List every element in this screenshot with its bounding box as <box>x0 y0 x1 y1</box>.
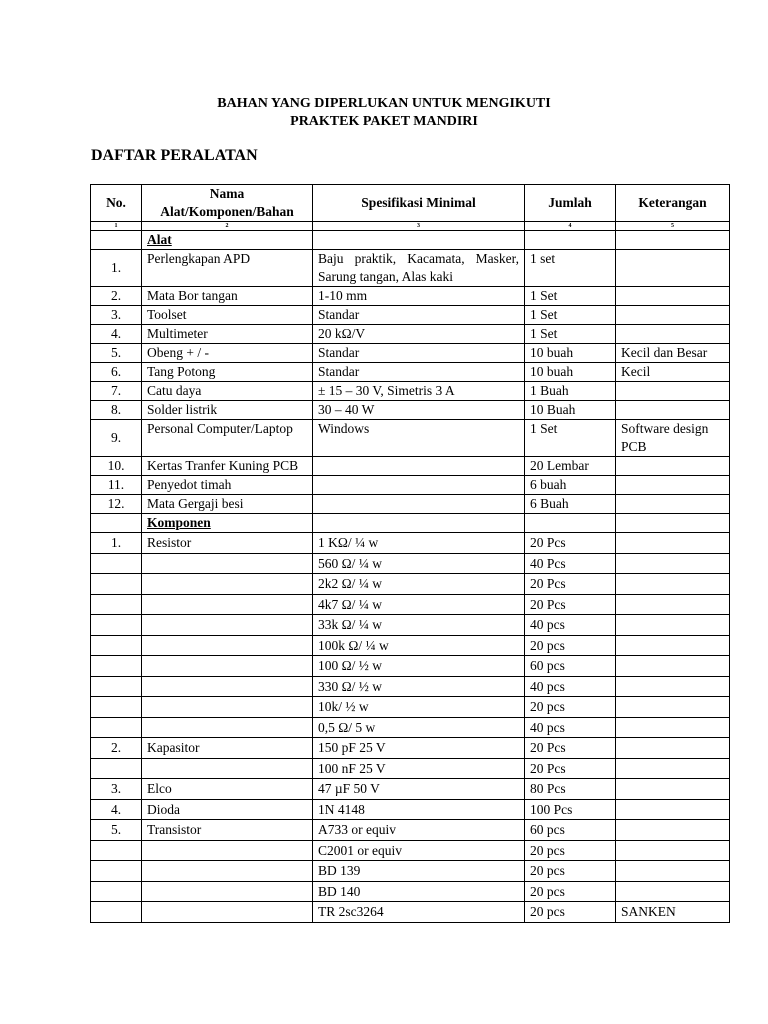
cell-no <box>91 676 142 697</box>
cell-no: 3. <box>91 779 142 800</box>
cell-jumlah: 40 pcs <box>525 676 616 697</box>
table-row <box>91 287 730 306</box>
cell-keterangan: Kecil <box>616 363 730 382</box>
cell-keterangan <box>616 840 730 861</box>
cell-jumlah: 20 pcs <box>525 635 616 656</box>
cell-spesifikasi: BD 139 <box>313 861 525 882</box>
cell-spesifikasi: Windows <box>313 420 525 457</box>
cell-jumlah: 10 buah <box>525 344 616 363</box>
table-row <box>91 574 730 595</box>
cell-no <box>91 635 142 656</box>
cell-spesifikasi: 1 KΩ/ ¼ w <box>313 533 525 554</box>
cell-no <box>91 840 142 861</box>
table-row <box>91 861 730 882</box>
cell-no: 2. <box>91 738 142 759</box>
cell-nama <box>142 574 313 595</box>
table-body <box>91 231 730 923</box>
header-no: No. <box>91 185 142 222</box>
cell-spesifikasi: Standar <box>313 344 525 363</box>
cell-nama: Mata Gergaji besi <box>142 495 313 514</box>
cell-keterangan <box>616 635 730 656</box>
cell-jumlah: 1 Set <box>525 287 616 306</box>
header-index: 4 <box>525 222 616 231</box>
table-row <box>91 594 730 615</box>
group-label-komponen: Komponen <box>147 515 211 530</box>
table-row <box>91 615 730 636</box>
cell-spesifikasi: Standar <box>313 306 525 325</box>
cell-keterangan <box>616 717 730 738</box>
cell-nama <box>142 635 313 656</box>
cell-jumlah: 20 Pcs <box>525 533 616 554</box>
cell-keterangan <box>616 287 730 306</box>
cell-nama: Transistor <box>142 820 313 841</box>
table-row <box>91 840 730 861</box>
cell-no: 5. <box>91 344 142 363</box>
cell-keterangan <box>616 676 730 697</box>
cell-no <box>91 594 142 615</box>
cell-nama: Toolset <box>142 306 313 325</box>
cell-jumlah: 1 Set <box>525 325 616 344</box>
cell-nama: Solder listrik <box>142 401 313 420</box>
table-row <box>91 250 730 287</box>
cell-no: 9. <box>91 420 142 457</box>
cell-nama: Tang Potong <box>142 363 313 382</box>
table-row <box>91 306 730 325</box>
cell-nama <box>142 676 313 697</box>
cell-nama: Dioda <box>142 799 313 820</box>
cell-spesifikasi: 33k Ω/ ¼ w <box>313 615 525 636</box>
cell-nama: Elco <box>142 779 313 800</box>
cell-no: 3. <box>91 306 142 325</box>
table-row <box>91 363 730 382</box>
cell-jumlah: 20 Lembar <box>525 457 616 476</box>
cell-jumlah: 20 Pcs <box>525 738 616 759</box>
cell-jumlah: 10 buah <box>525 363 616 382</box>
header-index: 5 <box>616 222 730 231</box>
cell-jumlah: 60 pcs <box>525 820 616 841</box>
header-keterangan: Keterangan <box>616 185 730 222</box>
cell-no <box>91 861 142 882</box>
table-row <box>91 401 730 420</box>
cell-keterangan <box>616 861 730 882</box>
cell-nama: Catu daya <box>142 382 313 401</box>
cell-nama <box>142 553 313 574</box>
cell-nama: Resistor <box>142 533 313 554</box>
header-row <box>91 185 730 222</box>
table-row <box>91 820 730 841</box>
cell-keterangan <box>616 594 730 615</box>
cell-no <box>91 758 142 779</box>
header-index: 1 <box>91 222 142 231</box>
cell-no: 1. <box>91 533 142 554</box>
cell-jumlah: 20 Pcs <box>525 594 616 615</box>
cell-jumlah: 60 pcs <box>525 656 616 677</box>
cell-spesifikasi: 10k/ ½ w <box>313 697 525 718</box>
cell-spesifikasi: 150 pF 25 V <box>313 738 525 759</box>
cell-keterangan <box>616 457 730 476</box>
equipment-table <box>90 184 730 923</box>
cell-nama <box>142 758 313 779</box>
cell-no: 11. <box>91 476 142 495</box>
cell-keterangan <box>616 799 730 820</box>
table-row <box>91 656 730 677</box>
cell-nama: Kapasitor <box>142 738 313 759</box>
cell-spesifikasi: ± 15 – 30 V, Simetris 3 A <box>313 382 525 401</box>
group-label-alat: Alat <box>147 232 172 247</box>
cell-nama <box>142 656 313 677</box>
cell-jumlah: 80 Pcs <box>525 779 616 800</box>
cell-spesifikasi: TR 2sc3264 <box>313 902 525 923</box>
cell-no <box>91 615 142 636</box>
cell-jumlah: 6 buah <box>525 476 616 495</box>
cell-jumlah: 20 pcs <box>525 840 616 861</box>
cell-no: 4. <box>91 799 142 820</box>
cell-spesifikasi: 1N 4148 <box>313 799 525 820</box>
cell-nama: Obeng + / - <box>142 344 313 363</box>
cell-no <box>91 697 142 718</box>
cell-spesifikasi <box>313 495 525 514</box>
cell-spesifikasi: Standar <box>313 363 525 382</box>
cell-spesifikasi: 100 Ω/ ½ w <box>313 656 525 677</box>
cell-spesifikasi: 4k7 Ω/ ¼ w <box>313 594 525 615</box>
cell-nama <box>142 902 313 923</box>
cell-spesifikasi: 100 nF 25 V <box>313 758 525 779</box>
table-row <box>91 457 730 476</box>
cell-nama: Mata Bor tangan <box>142 287 313 306</box>
table-row <box>91 533 730 554</box>
cell-spesifikasi: 0,5 Ω/ 5 w <box>313 717 525 738</box>
table-row <box>91 476 730 495</box>
table-row <box>91 344 730 363</box>
cell-keterangan <box>616 779 730 800</box>
table-row <box>91 553 730 574</box>
cell-keterangan <box>616 697 730 718</box>
cell-keterangan: SANKEN <box>616 902 730 923</box>
cell-spesifikasi <box>313 476 525 495</box>
cell-keterangan <box>616 250 730 287</box>
cell-nama: Personal Computer/Laptop <box>142 420 313 457</box>
header-jumlah: Jumlah <box>525 185 616 222</box>
cell-spesifikasi: 330 Ω/ ½ w <box>313 676 525 697</box>
cell-keterangan <box>616 758 730 779</box>
cell-spesifikasi: BD 140 <box>313 881 525 902</box>
table-row <box>91 902 730 923</box>
group-row-komponen <box>91 514 730 533</box>
cell-no <box>91 553 142 574</box>
cell-jumlah: 20 pcs <box>525 861 616 882</box>
cell-spesifikasi: 1-10 mm <box>313 287 525 306</box>
group-row-alat <box>91 231 730 250</box>
cell-jumlah: 40 pcs <box>525 615 616 636</box>
cell-jumlah: 20 pcs <box>525 697 616 718</box>
cell-no <box>91 902 142 923</box>
table-row <box>91 676 730 697</box>
cell-keterangan: Software design PCB <box>616 420 730 457</box>
doc-title-line-1: BAHAN YANG DIPERLUKAN UNTUK MENGIKUTI <box>217 96 551 111</box>
cell-keterangan <box>616 476 730 495</box>
cell-jumlah: 10 Buah <box>525 401 616 420</box>
cell-nama: Multimeter <box>142 325 313 344</box>
table-row <box>91 635 730 656</box>
cell-jumlah: 6 Buah <box>525 495 616 514</box>
cell-no <box>91 656 142 677</box>
table-row <box>91 325 730 344</box>
cell-no: 6. <box>91 363 142 382</box>
cell-spesifikasi <box>313 457 525 476</box>
cell-keterangan <box>616 401 730 420</box>
cell-no <box>91 717 142 738</box>
cell-no: 1. <box>91 250 142 287</box>
cell-keterangan <box>616 574 730 595</box>
cell-jumlah: 1 Buah <box>525 382 616 401</box>
cell-jumlah: 100 Pcs <box>525 799 616 820</box>
cell-keterangan <box>616 738 730 759</box>
section-heading: DAFTAR PERALATAN <box>91 147 258 164</box>
cell-jumlah: 20 pcs <box>525 881 616 902</box>
table-row <box>91 881 730 902</box>
cell-nama <box>142 861 313 882</box>
cell-no: 10. <box>91 457 142 476</box>
cell-nama: Kertas Tranfer Kuning PCB <box>142 457 313 476</box>
cell-jumlah: 20 pcs <box>525 902 616 923</box>
header-spesifikasi: Spesifikasi Minimal <box>313 185 525 222</box>
cell-jumlah: 1 Set <box>525 420 616 457</box>
cell-nama: Perlengkapan APD <box>142 250 313 287</box>
cell-spesifikasi: 100k Ω/ ¼ w <box>313 635 525 656</box>
cell-no: 5. <box>91 820 142 841</box>
cell-nama <box>142 594 313 615</box>
table-row <box>91 799 730 820</box>
cell-nama <box>142 881 313 902</box>
table-row <box>91 779 730 800</box>
cell-spesifikasi: C2001 or equiv <box>313 840 525 861</box>
cell-keterangan <box>616 553 730 574</box>
cell-spesifikasi: 2k2 Ω/ ¼ w <box>313 574 525 595</box>
cell-no: 8. <box>91 401 142 420</box>
cell-keterangan <box>616 615 730 636</box>
header-nama: Nama Alat/Komponen/Bahan <box>142 185 313 222</box>
cell-keterangan <box>616 382 730 401</box>
cell-jumlah: 40 pcs <box>525 717 616 738</box>
cell-keterangan <box>616 325 730 344</box>
cell-jumlah: 20 Pcs <box>525 758 616 779</box>
table-row <box>91 420 730 457</box>
cell-no: 7. <box>91 382 142 401</box>
cell-keterangan <box>616 881 730 902</box>
cell-spesifikasi: 20 kΩ/V <box>313 325 525 344</box>
cell-nama: Penyedot timah <box>142 476 313 495</box>
cell-no: 4. <box>91 325 142 344</box>
cell-no <box>91 574 142 595</box>
cell-nama <box>142 717 313 738</box>
cell-jumlah: 1 set <box>525 250 616 287</box>
header-index: 2 <box>142 222 313 231</box>
cell-keterangan: Kecil dan Besar <box>616 344 730 363</box>
header-index-row <box>91 222 730 231</box>
cell-nama <box>142 840 313 861</box>
cell-no: 12. <box>91 495 142 514</box>
cell-no <box>91 881 142 902</box>
cell-jumlah: 1 Set <box>525 306 616 325</box>
cell-keterangan <box>616 306 730 325</box>
table-row <box>91 495 730 514</box>
table-row <box>91 717 730 738</box>
cell-keterangan <box>616 656 730 677</box>
cell-keterangan <box>616 820 730 841</box>
cell-keterangan <box>616 533 730 554</box>
cell-nama <box>142 615 313 636</box>
cell-keterangan <box>616 495 730 514</box>
table-row <box>91 738 730 759</box>
cell-spesifikasi: A733 or equiv <box>313 820 525 841</box>
cell-jumlah: 40 Pcs <box>525 553 616 574</box>
table-row <box>91 382 730 401</box>
cell-spesifikasi: 560 Ω/ ¼ w <box>313 553 525 574</box>
cell-spesifikasi: 47 µF 50 V <box>313 779 525 800</box>
cell-jumlah: 20 Pcs <box>525 574 616 595</box>
table-row <box>91 697 730 718</box>
cell-spesifikasi: Baju praktik, Kacamata, Masker, Sarung tangan, Alas kaki <box>313 250 525 287</box>
doc-title-line-2: PRAKTEK PAKET MANDIRI <box>290 114 478 129</box>
cell-spesifikasi: 30 – 40 W <box>313 401 525 420</box>
header-index: 3 <box>313 222 525 231</box>
table-row <box>91 758 730 779</box>
cell-nama <box>142 697 313 718</box>
cell-no: 2. <box>91 287 142 306</box>
